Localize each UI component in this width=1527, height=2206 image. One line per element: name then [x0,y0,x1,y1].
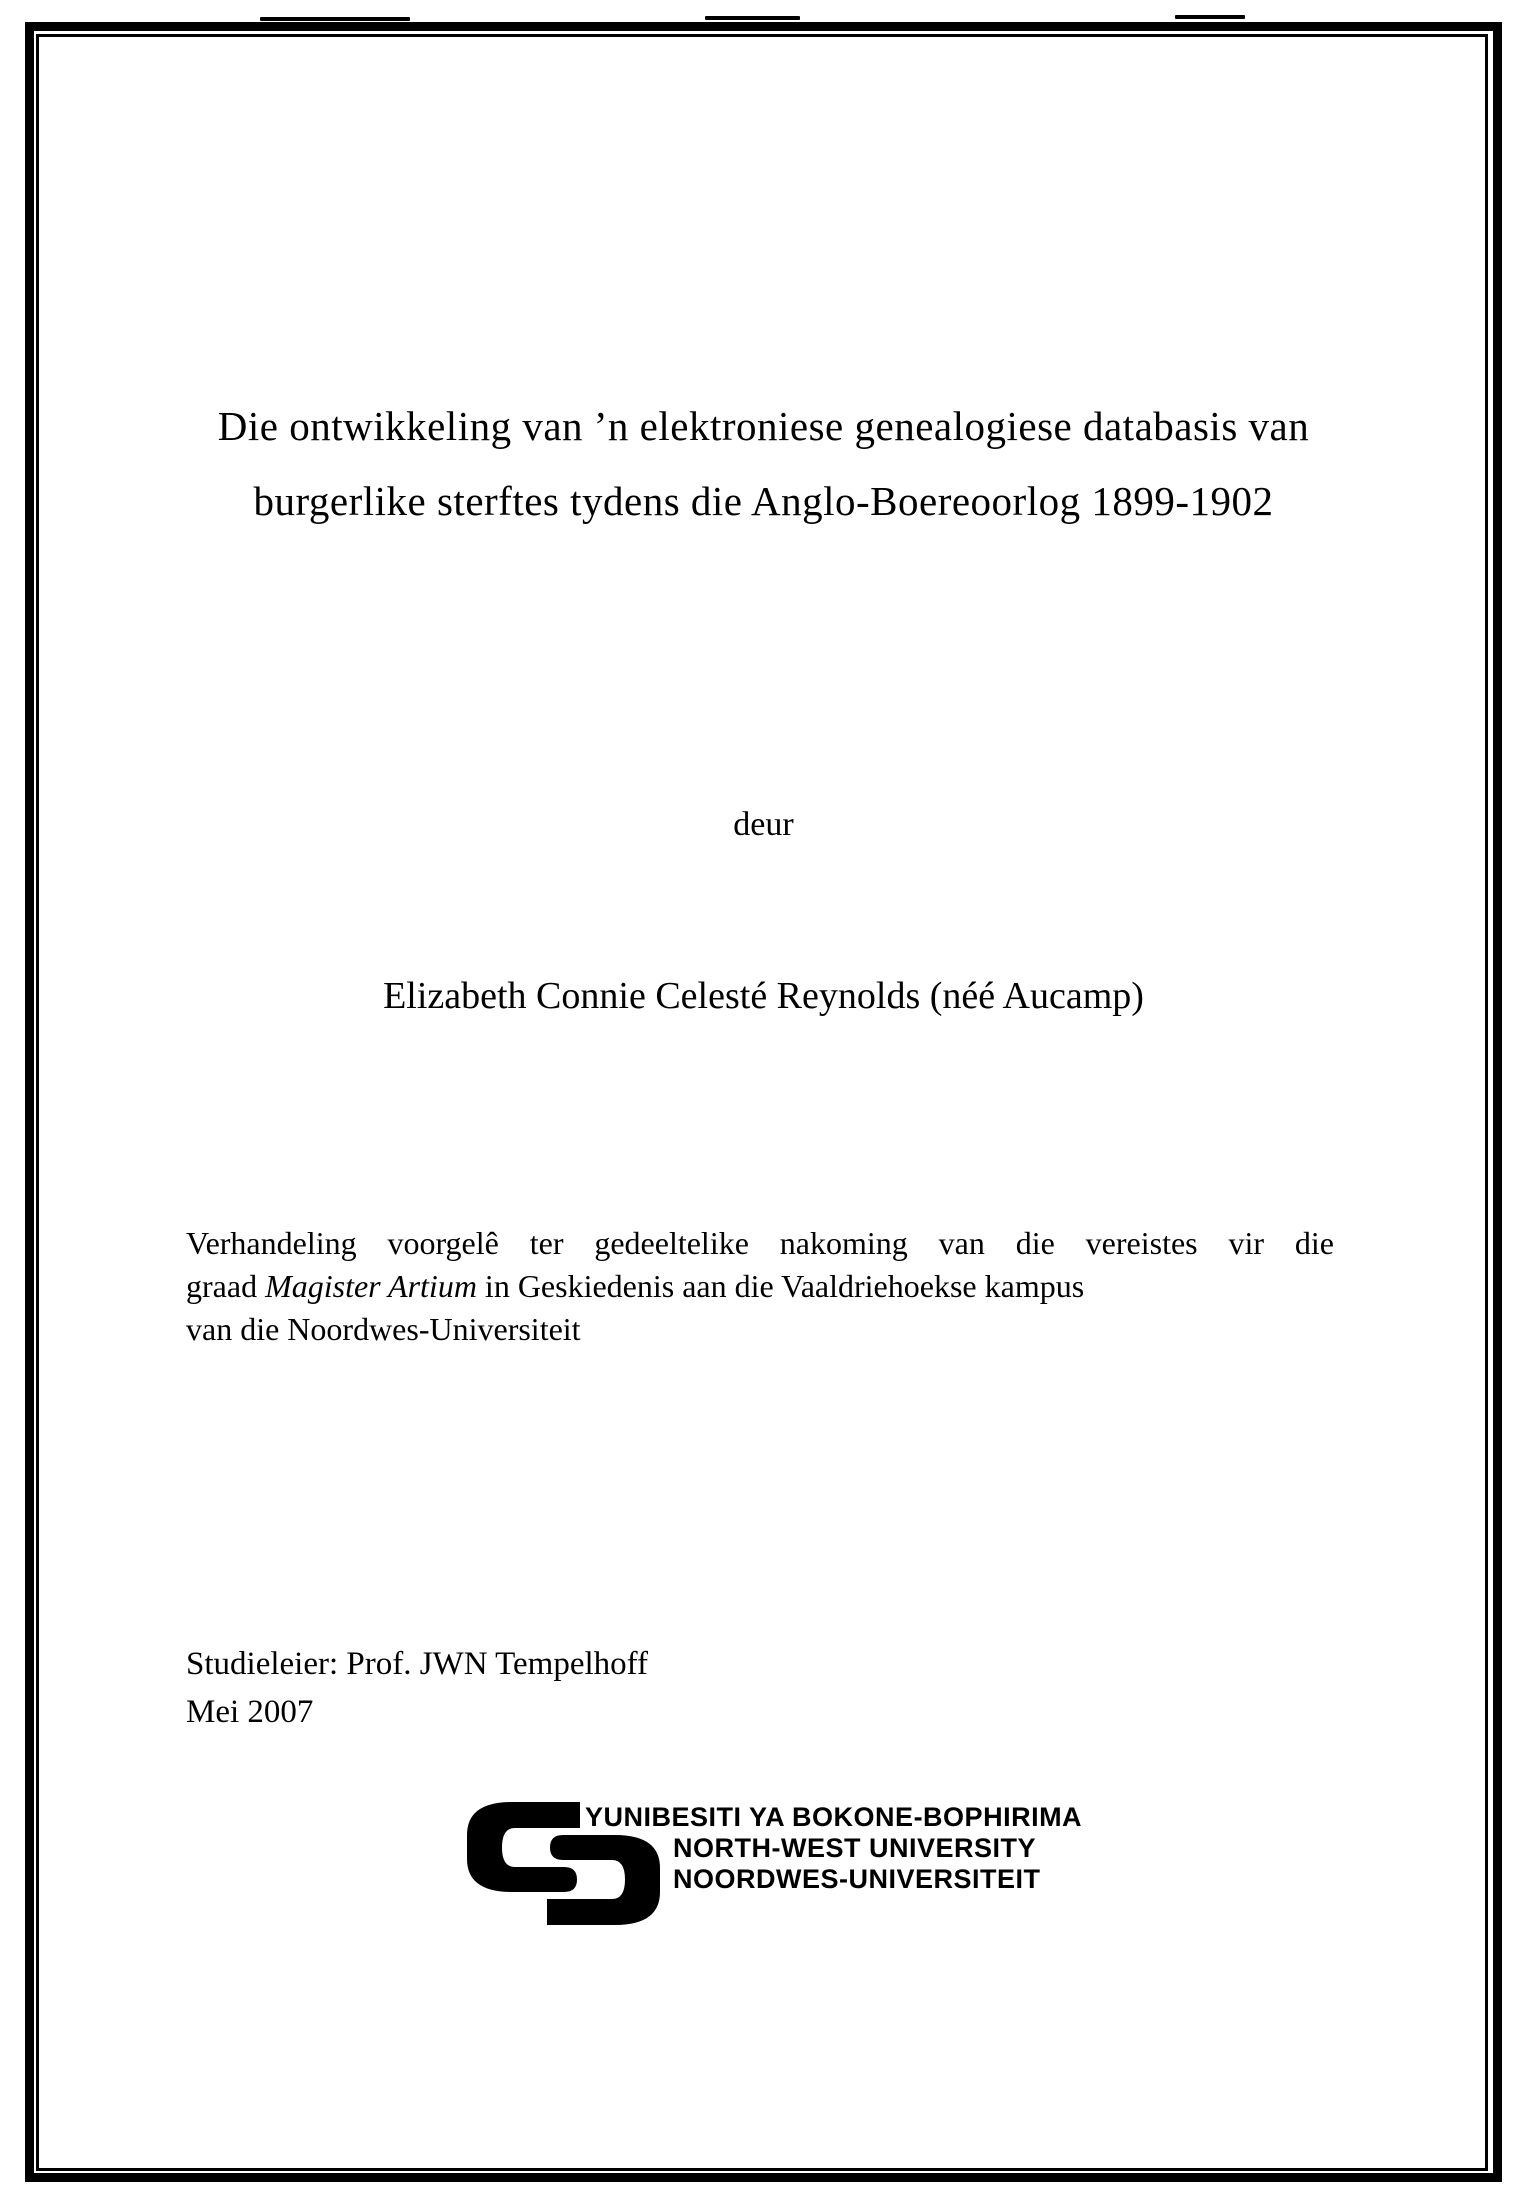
statement-line-1: Verhandeling voorgelê ter gedeeltelike nakoming van die vereistes vir die [186,1225,1334,1261]
supervisor-line: Studieleier: Prof. JWN Tempelhoff [186,1646,649,1682]
university-logo-text [585,1802,1082,1895]
degree-name-italic: Magister Artium [265,1268,477,1304]
statement-line-3: van die Noordwes-Universiteit [186,1311,581,1347]
thesis-title-line-2: burgerlike sterftes tydens die Anglo-Boereoorlog 1899-1902 [253,478,1274,524]
byline-deur: deur [733,806,794,843]
university-logo [467,1800,1087,1960]
statement-line-2-post: in Geskiedenis aan die Vaaldriehoekse kampus [476,1268,1085,1304]
statement-line-2-pre: graad [186,1268,266,1304]
statement-line-2 [186,1265,1334,1308]
logo-text-setswana: YUNIBESITI YA BOKONE-BOPHIRIMA [585,1802,1083,1832]
submission-statement [186,1222,1334,1351]
scan-artifact [705,16,800,20]
date-line: Mei 2007 [186,1694,314,1730]
thesis-title-line-1: Die ontwikkeling van ’n elektroniese genealogiese databasis van [217,403,1310,449]
logo-text-english: NORTH-WEST UNIVERSITY [673,1833,1037,1863]
scan-artifact [1175,15,1245,19]
logo-text-afrikaans: NOORDWES-UNIVERSITEIT [673,1864,1041,1894]
author-name: Elizabeth Connie Celesté Reynolds (néé Aucamp) [383,975,1144,1017]
scan-artifact [260,17,410,21]
